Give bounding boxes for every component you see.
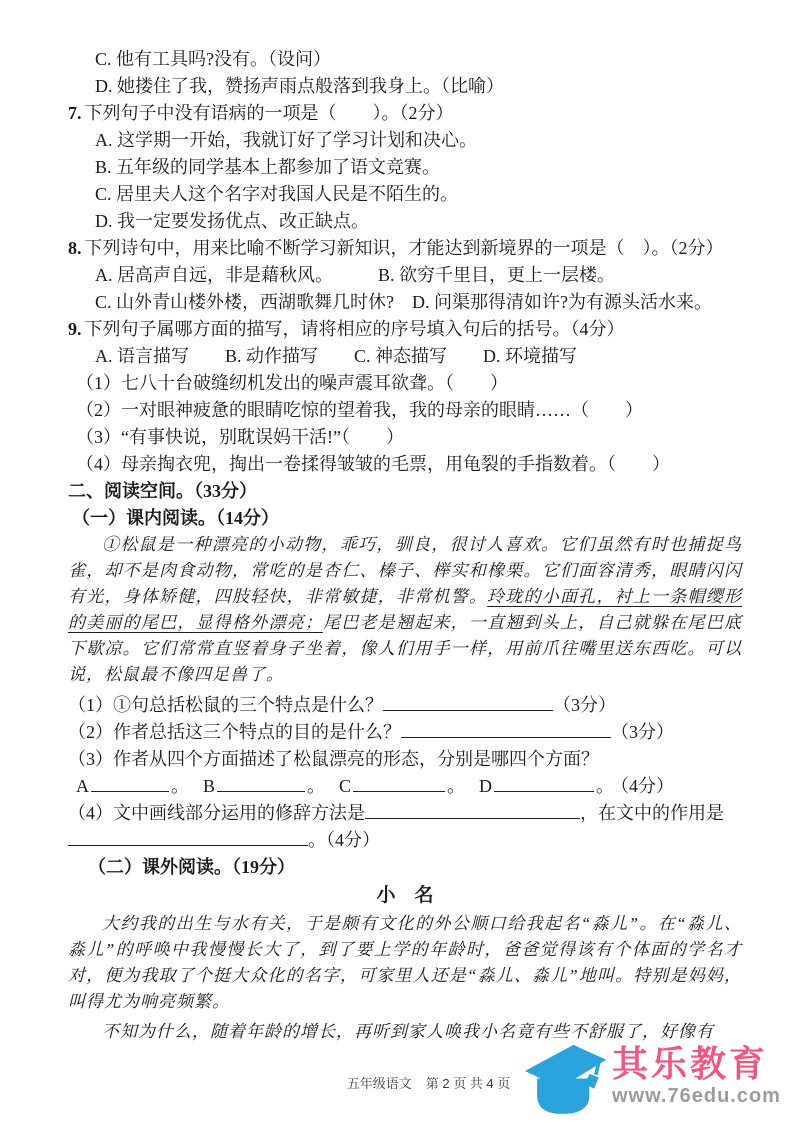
part1-q1-text: （1）①句总括松鼠的三个特点是什么？ (68, 695, 383, 715)
q9-item-1: （1）七八十台破缝纫机发出的噪声震耳欲聋。（ ） (76, 373, 508, 393)
footer-page-number: 第 2 页 共 4 页 (425, 1076, 511, 1091)
q9-stem (68, 316, 742, 343)
story-title: 小 名 (376, 885, 434, 906)
logo-brand-name: 其乐教育 (612, 1043, 769, 1084)
exam-content (68, 46, 742, 1049)
story-paragraph-1: 大约我的出生与水有关，于是颇有文化的外公顺口给我起名“淼儿”。在“淼儿、淼儿”的呼唤中我慢慢长大了，到了要上学的年龄时，爸爸觉得该有个体面的学名才对，便为我取了个挺大众化的名字，可家里人还是“淼儿、淼儿”地叫。特别是妈妈，叫得尤为响亮频繁。 (68, 914, 742, 1011)
q7-option-d: D. 我一定要发扬优点、改正缺点。 (95, 211, 369, 231)
part1-q2-score: （3分） (611, 722, 674, 742)
q8-stem-text: 下列诗句中，用来比喻不断学习新知识，才能达到新境界的一项是（ ）。（2分） (84, 238, 724, 258)
logo-website-url: www.76edu.com (612, 1085, 781, 1107)
q6-option-d: D. 她搂住了我，赞扬声雨点般落到我身上。（比喻） (95, 76, 504, 96)
part1-heading: （一）课内阅读。（14分） (72, 508, 279, 528)
q9-item-4: （4）母亲掏衣兜，掏出一卷揉得皱皱的毛票，用龟裂的手指数着。（ ） (76, 454, 670, 474)
period: 。 (596, 776, 615, 796)
section-reading-heading: 二、阅读空间。（33分） (68, 481, 257, 501)
passage-text-pre: ①松鼠是一种漂亮的小动物，乖巧，驯良，很讨人喜欢。它们虽然有时也捕捉鸟雀，却不是肉食动物，常吃的是杏仁、榛子、榉实和橡栗。它们面容清秀，眼睛闪闪有光，身体矫健，四肢轻快，非常敏捷，非常机警。 (68, 535, 742, 606)
q7-option-a: A. 这学期一开始，我就订好了学习计划和决心。 (95, 130, 477, 150)
answer-blank[interactable] (91, 774, 169, 792)
squirrel-passage (68, 532, 742, 688)
part2-heading: （二）课外阅读。（19分） (88, 857, 295, 877)
part1-q1 (68, 692, 742, 719)
answer-blank[interactable] (401, 720, 611, 738)
answer-blank[interactable] (383, 693, 553, 711)
passage-underlined-text: 玲珑的小面孔，衬上一条帽缨形的美丽的尾巴，显得格外漂亮； (68, 587, 743, 632)
q9-item-3: （3）“有事快说，别耽误妈干活!”（ ） (76, 427, 404, 447)
part1-q3-score: （4分） (620, 776, 675, 796)
part1-q4 (68, 800, 742, 854)
q7-number: 7. (68, 103, 82, 123)
answer-blank[interactable] (494, 774, 594, 792)
period: 。 (307, 776, 326, 796)
passage-text-post: 尾巴老是翘起来，一直翘到头上，自己就躲在尾巴底下歇凉。它们常常直竖着身子坐着，像人们用手一样，用前爪往嘴里送东西吃。可以说，松鼠最不像四足兽了。 (68, 613, 743, 684)
q7-stem-text: 下列句子中没有语病的一项是（ ）。（2分） (84, 103, 454, 123)
logo-text (612, 1036, 781, 1108)
part1-q3-text: （3）作者从四个方面描述了松鼠漂亮的形态，分别是哪四个方面？ (68, 749, 599, 769)
label-c: C (339, 776, 352, 796)
answer-blank[interactable] (217, 774, 305, 792)
q9-options-row: A. 语言描写 B. 动作描写 C. 神态描写 D. 环境描写 (95, 346, 578, 366)
site-logo (524, 1036, 781, 1120)
q7-option-c: C. 居里夫人这个名字对我国人民是不陌生的。 (95, 184, 459, 204)
part1-q4-text2: ，在文中的作用是 (580, 803, 724, 823)
period: 。 (171, 776, 189, 796)
q9-stem-text: 下列句子属哪方面的描写，请将相应的序号填入句后的括号。（4分） (84, 319, 625, 339)
answer-blank[interactable] (365, 801, 580, 819)
period: 。 (447, 776, 466, 796)
q6-option-c: C. 他有工具吗?没有。（设问） (95, 49, 331, 69)
part1-q2-text: （2）作者总括这三个特点的目的是什么？ (68, 722, 401, 742)
answer-blank[interactable] (68, 828, 308, 846)
part1-q4-text1: （4）文中画线部分运用的修辞方法是 (68, 803, 365, 823)
part1-q4-tail: 。（4分） (308, 830, 380, 850)
q7-option-b: B. 五年级的同学基本上都参加了语文竞赛。 (95, 157, 441, 177)
label-b: B (203, 776, 216, 796)
q8-options-row-1: A. 居高声自远，非是藉秋风。 B. 欲穷千里目，更上一层楼。 (95, 265, 616, 285)
part1-q1-score: （3分） (553, 695, 616, 715)
q7-stem (68, 100, 742, 127)
q8-stem (68, 235, 742, 262)
footer-course-label: 五年级语文 (346, 1076, 412, 1091)
part1-q2 (68, 719, 742, 746)
part1-q3-answer-row (76, 773, 742, 800)
q8-number: 8. (68, 238, 82, 258)
part1-q3 (68, 746, 742, 773)
story-paragraph-2: 不知为什么，随着年龄的增长，再听到家人唤我小名竟有些不舒服了，好像有 (102, 1022, 714, 1041)
answer-blank[interactable] (353, 774, 445, 792)
q9-item-2: （2）一对眼神疲惫的眼睛吃惊的望着我，我的母亲的眼睛……（ ） (76, 400, 643, 420)
label-d: D (479, 776, 493, 796)
q8-options-row-2: C. 山外青山楼外楼，西湖歌舞几时休? D. 问渠那得清如许?为有源头活水来。 (95, 292, 712, 312)
graduation-cap-icon (524, 1036, 608, 1120)
label-a: A (76, 776, 89, 796)
q9-number: 9. (68, 319, 82, 339)
